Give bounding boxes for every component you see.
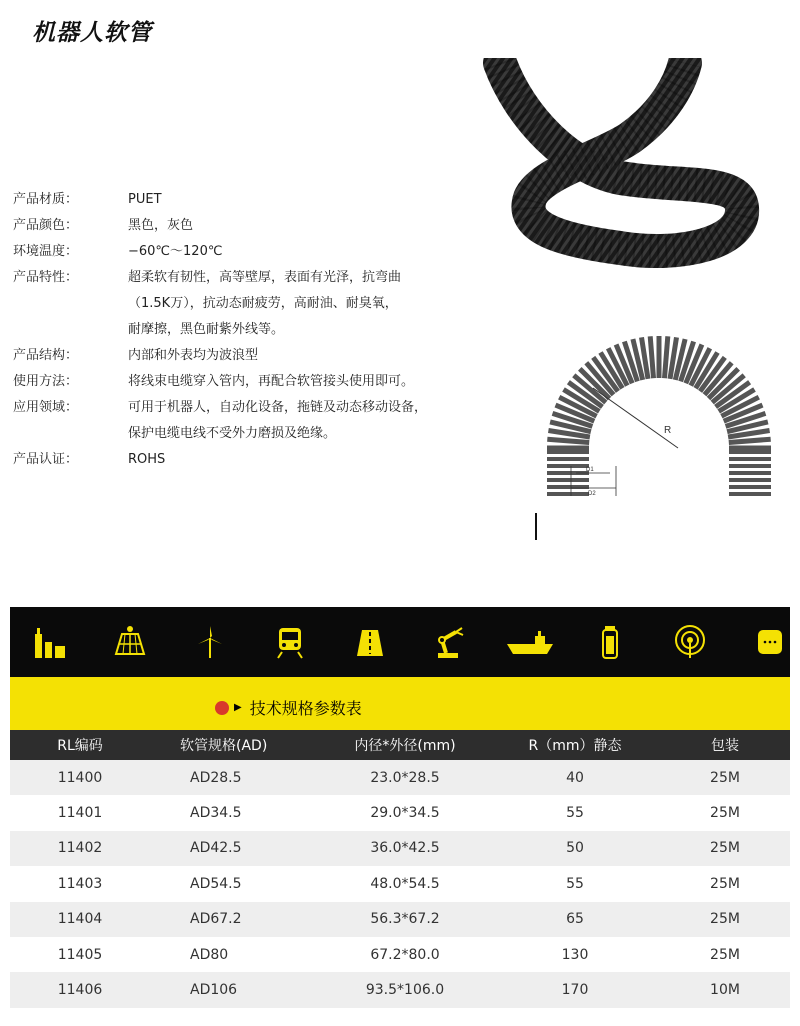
corrugation-rib xyxy=(547,439,589,442)
cell-spec: AD34.5 xyxy=(190,805,242,822)
table-row xyxy=(10,937,790,972)
cell-diameter: 93.5*106.0 xyxy=(365,982,445,999)
cell-package: 25M xyxy=(710,875,740,892)
property-value: 超柔软有韧性，高等壁厚，表面有光泽，抗弯曲 xyxy=(128,270,402,285)
cell-spec: AD54.5 xyxy=(190,875,242,892)
hose-product-photo xyxy=(480,58,770,268)
d1-label: D1 xyxy=(586,467,594,473)
cell-diameter: 48.0*54.5 xyxy=(370,875,440,892)
cell-spec: AD106 xyxy=(190,982,238,999)
table-row xyxy=(10,866,790,901)
product-properties xyxy=(13,187,488,473)
road-icon xyxy=(330,624,410,660)
robot-arm-icon xyxy=(410,624,490,660)
property-structure xyxy=(13,343,488,369)
property-value: PUET xyxy=(128,192,162,207)
property-value: 将线束电缆穿入管内，再配合软管接头使用即可。 xyxy=(128,374,415,389)
cell-code: 11402 xyxy=(57,840,103,857)
wind-turbine-icon xyxy=(170,624,250,660)
cell-spec: AD28.5 xyxy=(190,769,242,786)
cell-radius: 55 xyxy=(566,805,584,822)
cell-code: 11405 xyxy=(57,946,103,963)
battery-icon xyxy=(570,624,650,660)
factory-icon xyxy=(10,624,90,660)
property-value: 内部和外表均为波浪型 xyxy=(128,348,259,363)
property-color xyxy=(13,213,488,239)
radius-label: R xyxy=(664,425,672,436)
cell-radius: 40 xyxy=(566,769,584,786)
cell-spec: AD67.2 xyxy=(190,911,242,928)
property-material xyxy=(13,187,488,213)
property-value: −60℃～120℃ xyxy=(128,244,223,259)
table-row xyxy=(10,760,790,795)
spec-table xyxy=(10,730,790,1008)
arrow-right-icon: ▶ xyxy=(234,702,242,713)
property-label: 产品材质： xyxy=(13,192,79,207)
property-label: 产品结构： xyxy=(13,348,79,363)
cell-code: 11404 xyxy=(57,911,103,928)
property-usage xyxy=(13,369,488,395)
cell-code: 11403 xyxy=(57,875,103,892)
column-header: 软管规格(AD) xyxy=(180,738,268,754)
table-row xyxy=(10,831,790,866)
table-row xyxy=(10,795,790,830)
column-header: R（mm）静态 xyxy=(528,738,622,754)
cell-radius: 130 xyxy=(561,946,589,963)
spec-table-heading xyxy=(215,696,362,719)
cell-spec: AD80 xyxy=(190,946,229,963)
cell-code: 11401 xyxy=(57,805,103,822)
chip-icon xyxy=(730,624,800,660)
property-label: 环境温度： xyxy=(13,244,79,259)
table-row xyxy=(10,972,790,1007)
solar-panel-icon xyxy=(90,624,170,660)
cell-radius: 170 xyxy=(561,982,589,999)
property-certification xyxy=(13,447,488,473)
table-header-row xyxy=(10,730,790,760)
corrugation-rib xyxy=(665,336,668,378)
property-label: 产品特性： xyxy=(13,270,79,285)
cell-spec: AD42.5 xyxy=(190,840,242,857)
train-icon xyxy=(250,624,330,660)
cell-code: 11406 xyxy=(57,982,103,999)
cell-diameter: 23.0*28.5 xyxy=(370,769,440,786)
cell-package: 25M xyxy=(710,805,740,822)
cell-radius: 65 xyxy=(566,911,584,928)
column-header: RL编码 xyxy=(57,738,103,754)
cell-package: 25M xyxy=(710,946,740,963)
property-label: 使用方法： xyxy=(13,374,79,389)
cell-diameter: 67.2*80.0 xyxy=(370,946,440,963)
cell-code: 11400 xyxy=(57,769,103,786)
column-header: 内径*外径(mm) xyxy=(354,738,456,754)
table-row xyxy=(10,902,790,937)
cell-radius: 55 xyxy=(566,875,584,892)
cell-diameter: 56.3*67.2 xyxy=(370,911,440,928)
cell-radius: 50 xyxy=(566,840,584,857)
cell-package: 25M xyxy=(710,769,740,786)
cell-package: 10M xyxy=(710,982,740,999)
spec-table-title: 技术规格参数表 xyxy=(249,699,362,718)
cell-package: 25M xyxy=(710,840,740,857)
property-value: 黑色，灰色 xyxy=(128,218,194,233)
property-value: ROHS xyxy=(128,452,166,467)
cell-diameter: 29.0*34.5 xyxy=(370,805,440,822)
property-temperature xyxy=(13,239,488,265)
d2-label: D2 xyxy=(588,491,596,497)
property-value: 可用于机器人，自动化设备，拖链及动态移动设备， xyxy=(128,400,428,415)
bullet-dot-icon xyxy=(215,701,229,715)
column-header: 包装 xyxy=(711,738,739,754)
property-label: 应用领域： xyxy=(13,400,79,415)
property-value: 保护电缆电线不受外力磨损及绝缘。 xyxy=(128,426,337,441)
property-characteristics xyxy=(13,265,488,343)
property-application xyxy=(13,395,488,447)
property-value: 耐摩擦，黑色耐紫外线等。 xyxy=(128,322,285,337)
corrugation-rib xyxy=(729,439,771,442)
signal-tower-icon xyxy=(650,624,730,660)
corrugation-rib xyxy=(650,336,653,378)
radius-line xyxy=(593,388,678,448)
bend-radius-diagram xyxy=(528,318,790,540)
property-value: （1.5K万），抗动态耐疲劳，高耐油、耐臭氧， xyxy=(128,296,398,311)
cell-package: 25M xyxy=(710,911,740,928)
industry-icon-bar xyxy=(10,607,790,677)
spec-title-bar xyxy=(10,677,790,732)
page-title: 机器人软管 xyxy=(32,20,152,46)
ship-icon xyxy=(490,624,570,660)
property-label: 产品颜色： xyxy=(13,218,79,233)
cell-diameter: 36.0*42.5 xyxy=(370,840,440,857)
property-label: 产品认证： xyxy=(13,452,79,467)
